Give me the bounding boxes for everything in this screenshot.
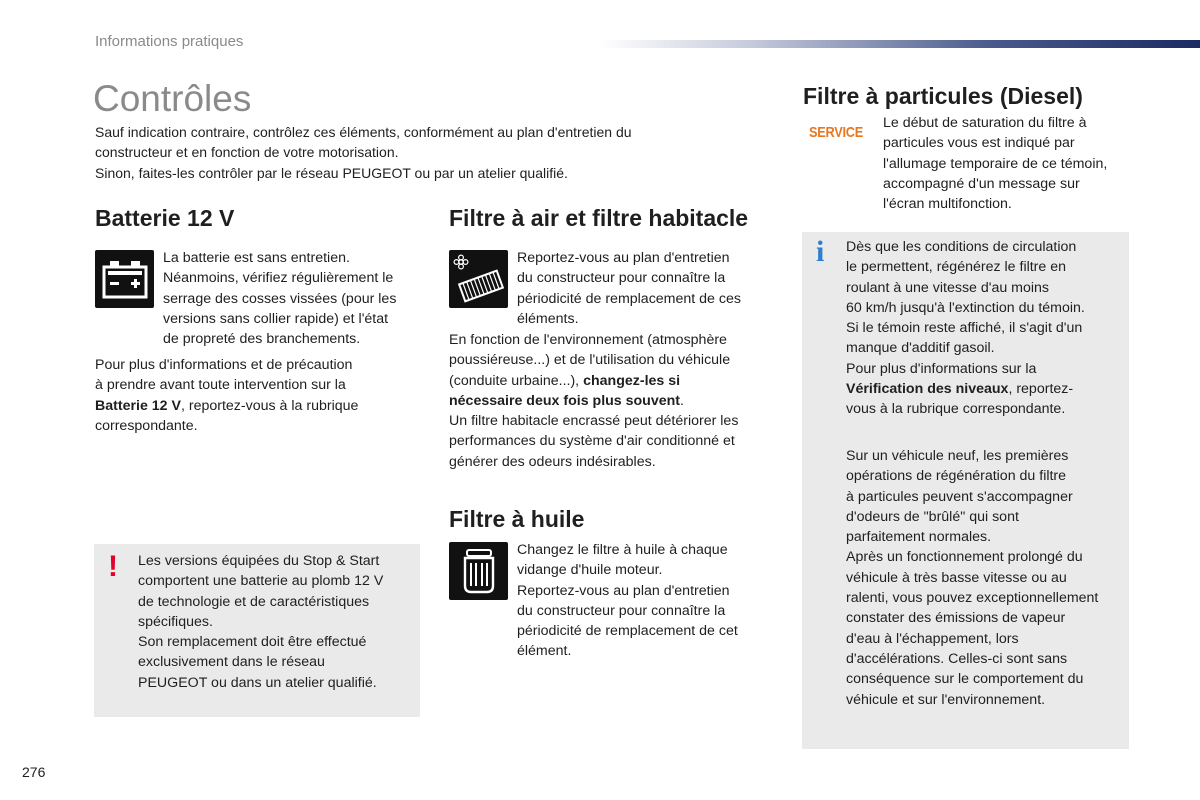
text-line: 60 km/h jusqu'à l'extinction du témoin.: [846, 299, 1085, 316]
air-filter-environment: [449, 330, 784, 472]
levels-link-bold: Vérification des niveaux: [846, 381, 1009, 398]
text-line: Un filtre habitacle encrassé peut détériorer les: [449, 413, 739, 430]
oil-filter-text: [517, 540, 777, 662]
text-line: [846, 379, 1128, 399]
particle-filter-text: [883, 113, 1183, 214]
text-line: [449, 391, 784, 411]
text-line: correspondante.: [95, 417, 198, 434]
text-line: Les versions équipées du Stop & Start: [138, 553, 380, 569]
oil-filter-icon: [449, 542, 508, 600]
text-line: constater des émissions de vapeur: [846, 610, 1066, 627]
text-line: Le début de saturation du filtre à: [883, 115, 1087, 131]
text-line: [95, 396, 425, 416]
intro-line: Sauf indication contraire, contrôlez ces éléments, conformément au plan d'entretien du: [95, 124, 632, 140]
text-line: vidange d'huile moteur.: [517, 562, 663, 579]
text-line: [449, 371, 784, 391]
battery-warning-text: [138, 551, 418, 693]
text-line: Après un fonctionnement prolongé du: [846, 549, 1083, 566]
text-line: La batterie est sans entretien.: [163, 250, 350, 266]
text-line: vous à la rubrique correspondante.: [846, 401, 1066, 418]
text-line: à particules peuvent s'accompagner: [846, 488, 1073, 505]
particle-filter-info-text: [846, 237, 1128, 420]
exclamation-icon: !: [108, 550, 118, 583]
text-line: Reportez-vous au plan d'entretien: [517, 582, 730, 599]
text-line: versions sans collier rapide) et l'état: [163, 310, 389, 327]
text-line: du constructeur pour connaître la: [517, 270, 726, 287]
text-line: accompagné d'un message sur: [883, 175, 1080, 192]
text-line: roulant à une vitesse d'au moins: [846, 279, 1050, 296]
text-line: manque d'additif gasoil.: [846, 340, 995, 357]
intro-line: Sinon, faites-les contrôler par le réseau PEUGEOT ou par un atelier qualifié.: [95, 164, 568, 181]
text-line: de propreté des branchements.: [163, 331, 361, 348]
text-line: PEUGEOT ou dans un atelier qualifié.: [138, 674, 377, 691]
text-line: l'allumage temporaire de ce témoin,: [883, 155, 1108, 172]
text-span: , reportez-vous à la rubrique: [180, 397, 359, 414]
text-line: d'eau à l'échappement, lors: [846, 630, 1019, 647]
bold-text: nécessaire deux fois plus souvent: [449, 392, 681, 409]
new-vehicle-text: [846, 446, 1128, 710]
text-line: d'accélérations. Celles-ci sont sans: [846, 650, 1068, 667]
intro-line: constructeur et en fonction de votre motorisation.: [95, 144, 399, 161]
text-line: Reportez-vous au plan d'entretien: [517, 250, 730, 266]
text-line: ralenti, vous pouvez exceptionnellement: [846, 590, 1099, 607]
battery-heading: Batterie 12 V: [95, 205, 235, 231]
text-line: Néanmoins, vérifiez régulièrement le: [163, 270, 394, 287]
text-span: .: [680, 392, 684, 409]
service-warning-icon: SERVICE: [809, 124, 863, 141]
text-span: (conduite urbaine...),: [449, 372, 584, 389]
text-line: l'écran multifonction.: [883, 196, 1012, 213]
intro-paragraph: [95, 122, 735, 183]
info-icon: i: [816, 235, 825, 268]
text-line: Dès que les conditions de circulation: [846, 239, 1077, 255]
text-line: périodicité de remplacement de cet: [517, 623, 738, 640]
text-line: d'odeurs de "brûlé" qui sont: [846, 508, 1019, 525]
text-line: élément.: [517, 643, 572, 660]
battery-icon: [95, 250, 154, 308]
text-line: particules vous est indiqué par: [883, 135, 1075, 152]
text-line: performances du système d'air conditionné et: [449, 433, 735, 450]
text-line: de technologie et de caractéristiques: [138, 593, 370, 610]
battery-more-info: [95, 355, 425, 436]
text-line: le permettent, régénérez le filtre en: [846, 259, 1067, 276]
text-line: poussiéreuse...) et de l'utilisation du véhicule: [449, 352, 731, 369]
air-filter-icon: [449, 250, 508, 308]
air-filter-heading: Filtre à air et filtre habitacle: [449, 205, 749, 231]
text-line: serrage des cosses vissées (pour les: [163, 290, 397, 307]
text-line: Pour plus d'informations sur la: [846, 360, 1037, 377]
text-line: Sur un véhicule neuf, les premières: [846, 448, 1069, 464]
text-line: à prendre avant toute intervention sur la: [95, 377, 346, 394]
battery-link-bold: Batterie 12 V: [95, 397, 181, 414]
text-line: éléments.: [517, 310, 579, 327]
bold-text: changez-les si: [583, 372, 681, 389]
particle-filter-heading: Filtre à particules (Diesel): [803, 83, 1083, 109]
text-span: , reportez-: [1008, 381, 1074, 398]
text-line: du constructeur pour connaître la: [517, 602, 726, 619]
text-line: parfaitement normales.: [846, 529, 992, 546]
page-title: Contrôles: [93, 78, 252, 119]
oil-filter-heading: Filtre à huile: [449, 506, 585, 532]
text-line: conséquence sur le comportement du: [846, 671, 1084, 688]
text-line: comportent une batterie au plomb 12 V: [138, 573, 384, 590]
text-line: Si le témoin reste affiché, il s'agit d'un: [846, 320, 1083, 337]
text-line: véhicule et sur l'environnement.: [846, 691, 1046, 708]
text-line: générer des odeurs indésirables.: [449, 453, 656, 470]
air-filter-text: [517, 248, 777, 329]
section-label: Informations pratiques: [95, 33, 244, 50]
text-line: exclusivement dans le réseau: [138, 654, 325, 671]
header-gradient-bar: [600, 40, 1200, 48]
page-number: 276: [22, 764, 46, 780]
text-line: véhicule à très basse vitesse ou au: [846, 569, 1067, 586]
text-line: Son remplacement doit être effectué: [138, 634, 367, 651]
battery-text: [163, 248, 425, 349]
text-line: Pour plus d'informations et de précaution: [95, 357, 353, 373]
text-line: En fonction de l'environnement (atmosphère: [449, 332, 727, 348]
text-line: spécifiques.: [138, 613, 213, 630]
text-line: Changez le filtre à huile à chaque: [517, 542, 728, 558]
text-line: opérations de régénération du filtre: [846, 468, 1067, 485]
text-line: périodicité de remplacement de ces: [517, 290, 741, 307]
